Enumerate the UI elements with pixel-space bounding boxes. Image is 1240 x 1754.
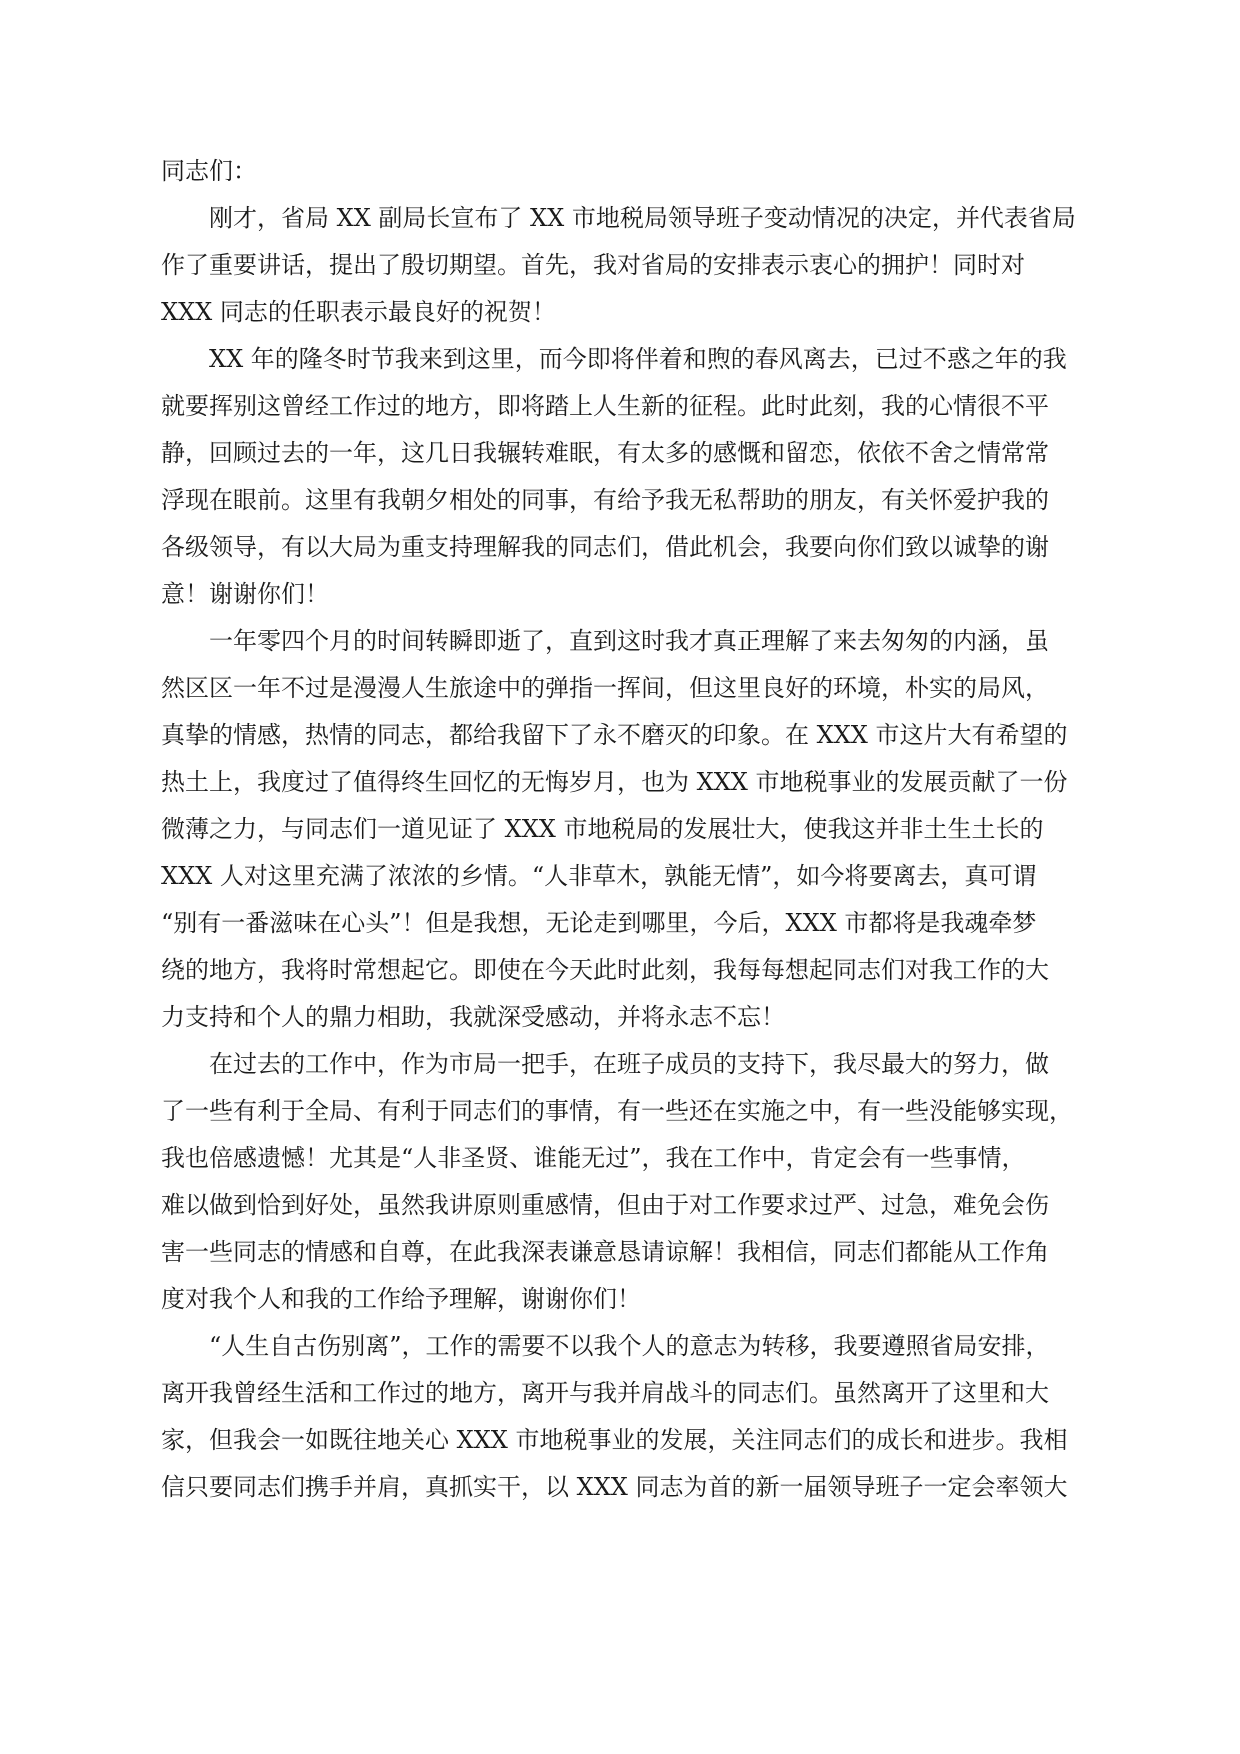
text-line: 浮现在眼前。这里有我朝夕相处的同事，有给予我无私帮助的朋友，有关怀爱护我的: [161, 486, 1049, 514]
text-line: 静，回顾过去的一年，这几日我辗转难眠，有太多的感慨和留恋，依依不舍之情常常: [161, 439, 1049, 467]
text-line: 微薄之力，与同志们一道见证了 XXX 市地税局的发展壮大，使我这并非土生土长的: [161, 815, 1044, 843]
text-line: 度对我个人和我的工作给予理解，谢谢你们！: [161, 1285, 641, 1313]
text-line: 然区区一年不过是漫漫人生旅途中的弹指一挥间，但这里良好的环境，朴实的局风，: [161, 674, 1049, 702]
text-line: 热土上，我度过了值得终生回忆的无悔岁月，也为 XXX 市地税事业的发展贡献了一份: [161, 768, 1068, 796]
text-line: 家，但我会一如既往地关心 XXX 市地税事业的发展，关注同志们的成长和进步。我相: [161, 1426, 1068, 1454]
text-line: 离开我曾经生活和工作过的地方，离开与我并肩战斗的同志们。虽然离开了这里和大: [161, 1379, 1049, 1407]
text-line: 在过去的工作中，作为市局一把手，在班子成员的支持下，我尽最大的努力，做: [209, 1050, 1049, 1078]
text-line: 了一些有利于全局、有利于同志们的事情，有一些还在实施之中，有一些没能够实现，: [161, 1097, 1073, 1125]
text-line: 我也倍感遗憾！尤其是“人非圣贤、谁能无过”，我在工作中，肯定会有一些事情，: [161, 1144, 1026, 1172]
text-line: 意！谢谢你们！: [161, 580, 329, 608]
text-line: 信只要同志们携手并肩，真抓实干，以 XXX 同志为首的新一届领导班子一定会率领大: [161, 1473, 1068, 1501]
text-line: 一年零四个月的时间转瞬即逝了，直到这时我才真正理解了来去匆匆的内涵，虽: [209, 627, 1049, 655]
text-line: “人生自古伤别离”，工作的需要不以我个人的意志为转移，我要遵照省局安排，: [209, 1332, 1050, 1360]
text-line: 力支持和个人的鼎力相助，我就深受感动，并将永志不忘！: [161, 1003, 785, 1031]
text-line: XXX 同志的任职表示最良好的祝贺！: [161, 298, 556, 326]
text-line: XXX 人对这里充满了浓浓的乡情。“人非草木，孰能无情”，如今将要离去，真可谓: [161, 862, 1037, 890]
text-line: 难以做到恰到好处，虽然我讲原则重感情，但由于对工作要求过严、过急，难免会伤: [161, 1191, 1049, 1219]
text-line: 各级领导，有以大局为重支持理解我的同志们，借此机会，我要向你们致以诚挚的谢: [161, 533, 1049, 561]
document-page: [161, 148, 1105, 1708]
text-line: 刚才，省局 XX 副局长宣布了 XX 市地税局领导班子变动情况的决定，并代表省局: [209, 204, 1076, 232]
text-line: 害一些同志的情感和自尊，在此我深表谦意恳请谅解！我相信，同志们都能从工作角: [161, 1238, 1049, 1266]
text-line: 作了重要讲话，提出了殷切期望。首先，我对省局的安排表示衷心的拥护！同时对: [161, 251, 1025, 279]
text-line: 真挚的情感，热情的同志，都给我留下了永不磨灭的印象。在 XXX 市这片大有希望的: [161, 721, 1068, 749]
text-line: “别有一番滋味在心头”！但是我想，无论走到哪里，今后，XXX 市都将是我魂牵梦: [161, 909, 1037, 937]
text-line: 绕的地方，我将时常想起它。即使在今天此时此刻，我每每想起同志们对我工作的大: [161, 956, 1049, 984]
text-line: 就要挥别这曾经工作过的地方，即将踏上人生新的征程。此时此刻，我的心情很不平: [161, 392, 1049, 420]
text-line: XX 年的隆冬时节我来到这里，而今即将伴着和煦的春风离去，已过不惑之年的我: [209, 345, 1067, 373]
speech-body: [161, 148, 1105, 1511]
text-line: 同志们：: [161, 157, 257, 185]
